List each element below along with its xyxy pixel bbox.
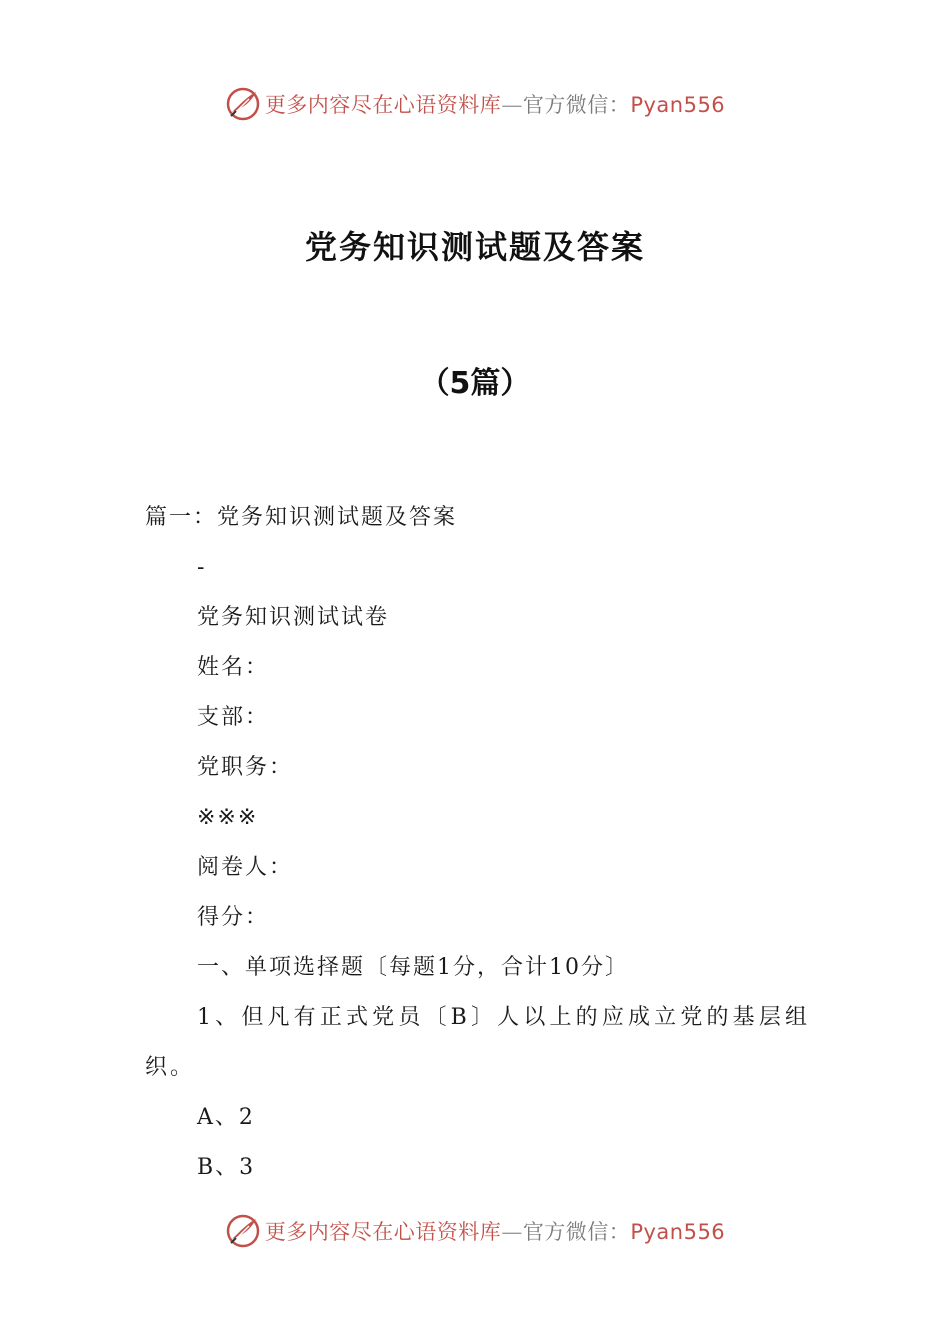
document-title: 党务知识测试题及答案	[304, 228, 645, 266]
banner-dash: —	[501, 1220, 523, 1244]
banner-text	[265, 1216, 725, 1246]
header-banner	[0, 82, 950, 126]
option-b: B、3	[197, 1155, 256, 1180]
banner-wechat-label: 官方微信：	[522, 93, 631, 117]
score-label: 得分：	[197, 905, 270, 930]
reviewer-label: 阅卷人：	[197, 855, 294, 880]
branch-label: 支部：	[197, 705, 270, 730]
party-position-label: 党职务：	[197, 755, 294, 780]
question-1: 1、但凡有正式党员〔B〕人以上的应成立党的基层组织。	[145, 1005, 810, 1080]
exam-title: 党务知识测试试卷	[197, 605, 390, 630]
quill-logo-icon	[225, 1213, 261, 1249]
dash-line: -	[197, 555, 207, 580]
part-one-heading: 一、单项选择题〔每题1分，合计10分〕	[197, 955, 629, 980]
banner-text	[265, 89, 725, 119]
banner-wechat-label: 官方微信：	[522, 1220, 631, 1244]
option-a: A、2	[197, 1105, 255, 1130]
banner-slogan: 更多内容尽在心语资料库	[264, 93, 502, 117]
banner-wechat-id: Pyan556	[630, 93, 726, 117]
banner-wechat-id: Pyan556	[630, 1220, 726, 1244]
document-body	[145, 493, 810, 1193]
name-label: 姓名：	[197, 655, 270, 680]
section-heading: 篇一：党务知识测试题及答案	[145, 505, 458, 530]
banner-slogan: 更多内容尽在心语资料库	[264, 1220, 502, 1244]
quill-logo-icon	[225, 86, 261, 122]
symbols-line: ※※※	[197, 805, 259, 830]
document-subtitle: （5篇）	[419, 366, 531, 401]
footer-banner	[0, 1209, 950, 1253]
banner-dash: —	[501, 93, 523, 117]
